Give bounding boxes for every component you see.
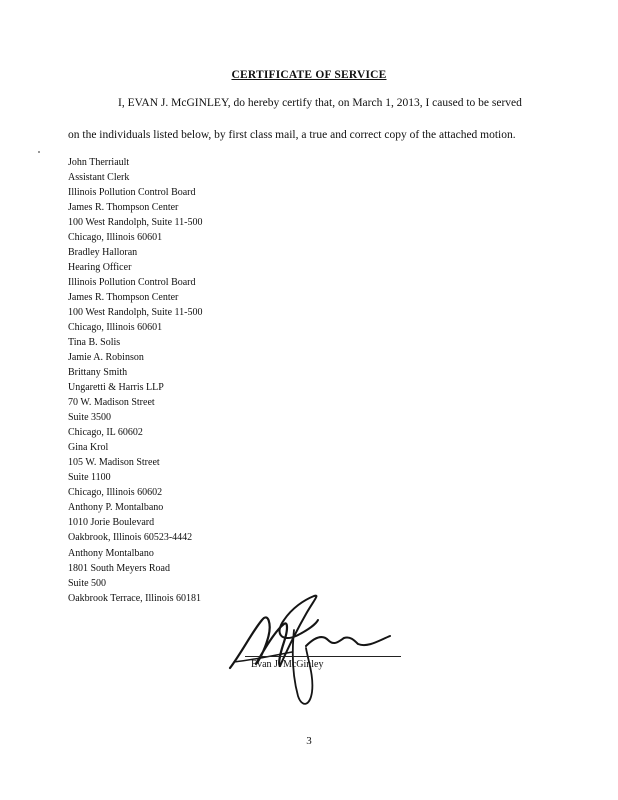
address-line: Ungaretti & Harris LLP xyxy=(68,382,164,393)
address-line: 100 West Randolph, Suite 11-500 xyxy=(68,307,203,318)
address-line: Bradley Halloran xyxy=(68,247,138,258)
recipient-address-block xyxy=(68,546,201,606)
document-title: CERTIFICATE OF SERVICE xyxy=(231,69,387,81)
address-line: Tina B. Solis xyxy=(68,337,121,348)
address-line: Gina Krol xyxy=(68,442,109,453)
signature-line xyxy=(245,656,401,657)
address-line: 1010 Jorie Boulevard xyxy=(68,517,155,528)
address-line: Chicago, Illinois 60601 xyxy=(68,232,163,243)
address-line: Suite 3500 xyxy=(68,412,112,423)
handwritten-signature xyxy=(222,590,392,710)
address-line: Chicago, IL 60602 xyxy=(68,427,143,438)
address-line: 1801 South Meyers Road xyxy=(68,563,170,574)
recipient-address-block xyxy=(68,500,192,545)
address-line: Suite 1100 xyxy=(68,472,111,483)
recipient-address-block xyxy=(68,440,162,500)
address-line: Chicago, Illinois 60601 xyxy=(68,322,163,333)
address-line: 70 W. Madison Street xyxy=(68,397,155,408)
address-line: James R. Thompson Center xyxy=(68,292,179,303)
signer-name: Evan J. McGinley xyxy=(251,659,324,670)
address-line: Brittany Smith xyxy=(68,367,128,378)
certification-line-1: I, EVAN J. McGINLEY, do hereby certify that, on March 1, 2013, I caused to be served xyxy=(118,97,522,109)
certification-line-2: on the individuals listed below, by first class mail, a true and correct copy of the attached motion. xyxy=(68,129,516,141)
address-line: John Therriault xyxy=(68,157,130,168)
address-line: Chicago, Illinois 60602 xyxy=(68,487,163,498)
address-line: Anthony P. Montalbano xyxy=(68,502,164,513)
address-line: Oakbrook Terrace, Illinois 60181 xyxy=(68,593,201,604)
margin-mark xyxy=(38,151,40,153)
address-line: Hearing Officer xyxy=(68,262,132,273)
address-line: Oakbrook, Illinois 60523-4442 xyxy=(68,532,193,543)
address-line: Suite 500 xyxy=(68,578,107,589)
address-line: 100 West Randolph, Suite 11-500 xyxy=(68,217,203,228)
address-line: Illinois Pollution Control Board xyxy=(68,277,196,288)
recipient-address-block xyxy=(68,155,202,245)
address-line: Anthony Montalbano xyxy=(68,548,154,559)
recipient-address-block xyxy=(68,335,164,440)
recipient-address-block xyxy=(68,245,202,335)
address-line: Jamie A. Robinson xyxy=(68,352,144,363)
page-number: 3 xyxy=(306,735,312,747)
address-line: Assistant Clerk xyxy=(68,172,130,183)
address-line: Illinois Pollution Control Board xyxy=(68,187,196,198)
address-line: James R. Thompson Center xyxy=(68,202,179,213)
address-line: 105 W. Madison Street xyxy=(68,457,160,468)
